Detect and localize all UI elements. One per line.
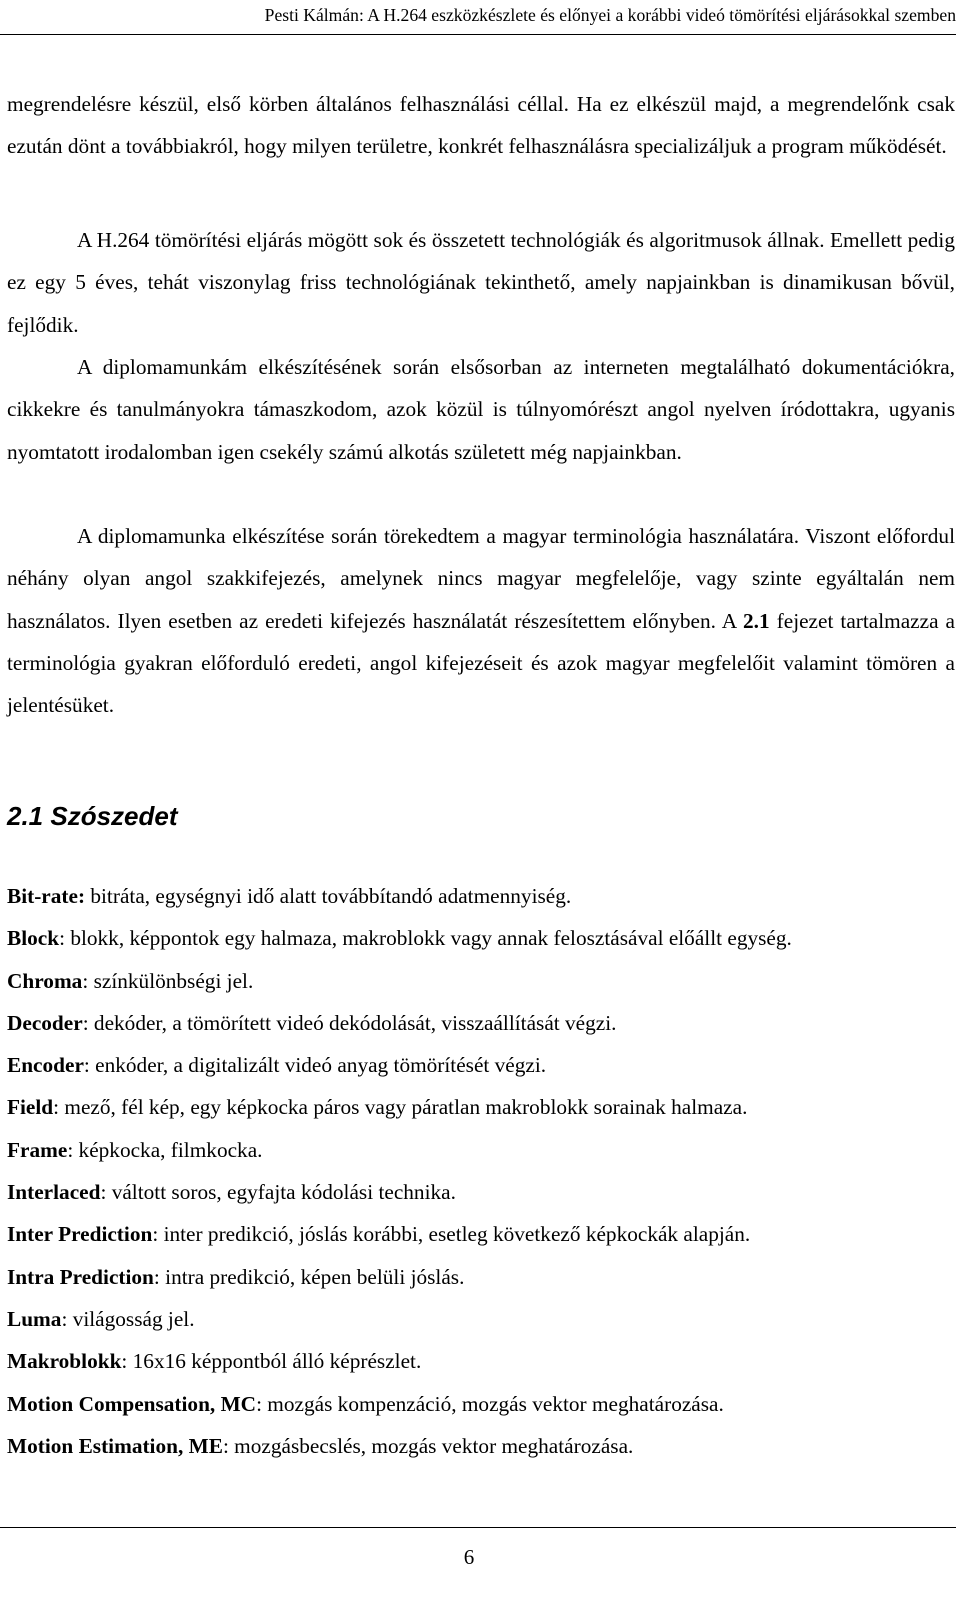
glossary-term: Block [7,926,60,951]
glossary-definition: : dekóder, a tömörített videó dekódolását, visszaállítását végzi. [82,1010,617,1035]
glossary-term: Motion Compensation, MC [7,1391,257,1416]
glossary-entry [7,1213,955,1255]
glossary-entry [7,1002,955,1044]
glossary-definition: : mező, fél kép, egy képkocka páros vagy páratlan makroblokk sorainak halmaza. [53,1095,748,1120]
paragraph-terminology-text-end: fejezet tartalmazza a terminológia gyakran előforduló eredeti, angol kifejezéseit és azok magyar megfelelőit valamint tömören a jelentésüket. [7,608,955,718]
glossary-entry [7,1383,955,1425]
glossary-term: Field [7,1095,54,1120]
glossary-entry [7,960,955,1002]
glossary-term: Motion Estimation, ME [7,1433,223,1458]
glossary-definition: : képkocka, filmkocka. [67,1137,263,1162]
glossary-definition: : világosság jel. [61,1306,195,1331]
section-reference: 2.1 [743,608,770,633]
glossary-term: Decoder [7,1010,83,1035]
glossary-entry [7,1086,955,1128]
paragraph-continuation: megrendelésre készül, első körben általános felhasználási céllal. Ha ez elkészül majd, a megrendelőnk csak ezután dönt a továbbiakról, hogy milyen területre, konkrét felhasználásra specializáljuk a program működését. [7,92,955,159]
glossary-entry [7,1129,955,1171]
glossary-term: Bit-rate: [7,884,86,908]
glossary-definition: : mozgás kompenzáció, mozgás vektor meghatározása. [256,1391,724,1416]
glossary-entry [7,875,955,917]
glossary-definition: : inter predikció, jóslás korábbi, esetleg következő képkockák alapján. [152,1222,751,1247]
paragraph-terminology [7,515,955,726]
section-heading: 2.1 Szószedet [7,801,178,831]
glossary-entry [7,1256,955,1298]
glossary-definition: : mozgásbecslés, mozgás vektor meghatározása. [222,1433,634,1458]
glossary-term: Makroblokk [7,1349,122,1374]
glossary-entry [7,1298,955,1340]
paragraph-h264-technology: A H.264 tömörítési eljárás mögött sok és összetett technológiák és algoritmusok állnak. Emellett pedig ez egy 5 éves, tehát viszonylag friss technológiának tekinthető, amely napjainkban is dinamikusan bővül, fejlődik. [7,228,955,337]
glossary-definition: : 16x16 képpontból álló képrészlet. [121,1349,422,1374]
glossary-list [7,875,955,1467]
glossary-entry [7,917,955,959]
glossary-definition: : színkülönbségi jel. [82,968,254,993]
glossary-term: Chroma [7,968,83,993]
glossary-term: Intra Prediction [7,1264,154,1289]
paragraph-terminology-text-start: A diplomamunka elkészítése során törekedtem a magyar terminológia használatára. Viszont előfordul néhány olyan angol szakkifejezés, amelynek nincs magyar megfelelője, vagy szinte egyáltalán nem használatos. Ilyen esetben az eredeti kifejezés használatát részesítettem előnyben. A [7,524,955,633]
glossary-definition: : váltott soros, egyfajta kódolási technika. [100,1180,456,1205]
glossary-term: Luma [7,1306,62,1331]
glossary-definition: : enkóder, a digitalizált videó anyag tömörítését végzi. [83,1053,547,1078]
glossary-term: Encoder [7,1053,84,1078]
glossary-entry [7,1171,955,1213]
paragraph-sources: A diplomamunkám elkészítésének során elsősorban az interneten megtalálható dokumentációkra, cikkekre és tanulmányokra támaszkodom, azok közül is túlnyomórészt angol nyelven íródottakra, ugyanis nyomtatott irodalomban igen csekély számú alkotás született még napjainkban. [7,355,955,464]
glossary-entry [7,1044,955,1086]
footer-divider [0,1527,956,1528]
running-header: Pesti Kálmán: A H.264 eszközkészlete és előnyei a korábbi videó tömörítési eljárásokkal szemben [0,0,956,35]
glossary-term: Interlaced [7,1180,101,1205]
page-number: 6 [463,1545,475,1569]
glossary-entry [7,1340,955,1382]
glossary-definition: : intra predikció, képen belüli jóslás. [153,1264,465,1289]
glossary-entry [7,1425,955,1467]
glossary-definition: : blokk, képpontok egy halmaza, makroblokk vagy annak felosztásával előállt egység. [59,926,792,951]
glossary-term: Frame [7,1137,68,1162]
glossary-term: Inter Prediction [7,1222,153,1247]
glossary-definition: bitráta, egységnyi idő alatt továbbítandó adatmennyiség. [85,884,572,908]
